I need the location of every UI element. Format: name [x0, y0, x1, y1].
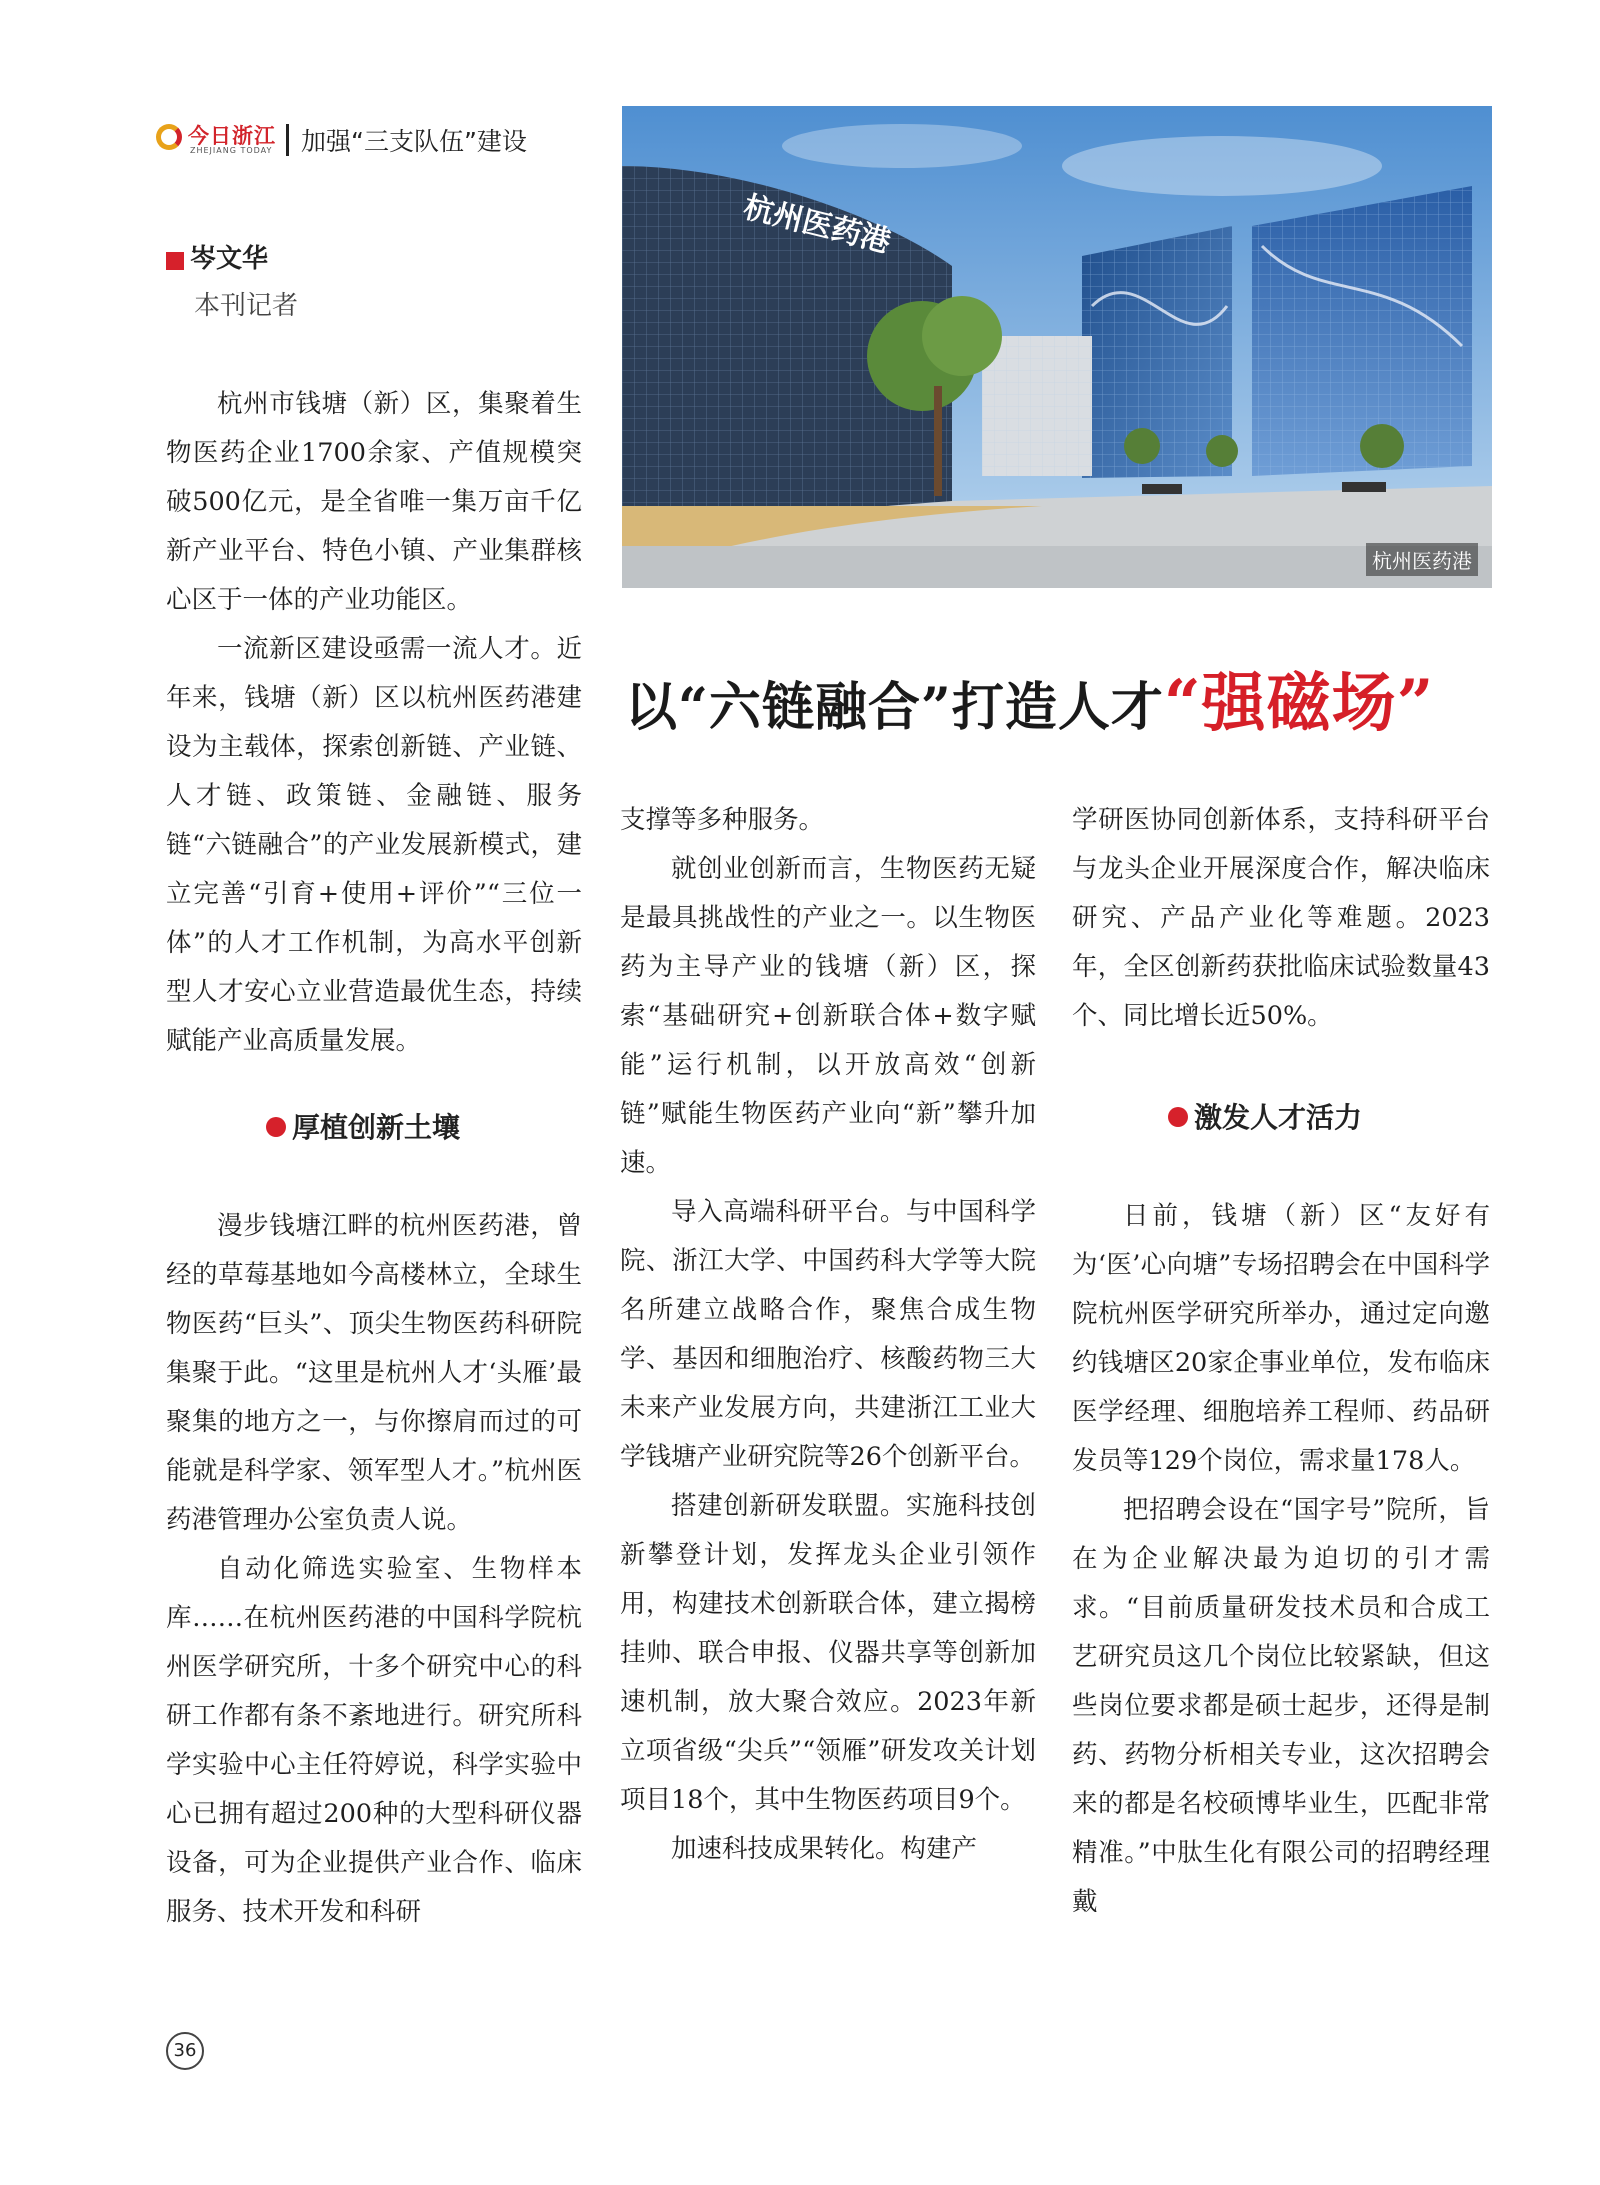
- publication-logo: [156, 118, 278, 162]
- paragraph: 杭州市钱塘（新）区，集聚着生物医药企业1700余家、产值规模突破500亿元，是全省唯一集万亩千亿新产业平台、特色小镇、产业集群核心区于一体的产业功能区。: [166, 389, 582, 615]
- article-column-3-cont: [1072, 1192, 1490, 1927]
- page-number: 36: [166, 2032, 204, 2070]
- page-header: [156, 118, 527, 162]
- building-sign: 杭州医药港: [740, 189, 895, 261]
- byline-square-icon: [166, 252, 184, 270]
- photo-illustration: [622, 106, 1492, 588]
- paragraph: 把招聘会设在“国字号”院所，旨在为企业解决最为迫切的引才需求。“目前质量研发技术员和合成工艺研究员这几个岗位比较紧缺，但这些岗位要求都是硕士起步，还得是制药、药物分析相关专业，这次招聘会来的都是名校硕博毕业生，匹配非常精准。”中肽生化有限公司的招聘经理戴: [1072, 1495, 1490, 1917]
- article-column-1: [166, 380, 582, 1066]
- paragraph: 导入高端科研平台。与中国科学院、浙江大学、中国药科大学等大院名所建立战略合作，聚焦合成生物学、基因和细胞治疗、核酸药物三大未来产业发展方向，共建浙江工业大学钱塘产业研究院等26个创新平台。: [620, 1197, 1036, 1472]
- logo-text-cn: 今日浙江: [188, 123, 276, 148]
- paragraph: 漫步钱塘江畔的杭州医药港，曾经的草莓基地如今高楼林立，全球生物医药“巨头”、顶尖生物医药科研院集聚于此。“这里是杭州人才‘头雁’最聚集的地方之一，与你擦肩而过的可能就是科学家、领军型人才。”杭州医药港管理办公室负责人说。: [166, 1211, 582, 1535]
- article-headline: [625, 652, 1485, 742]
- paragraph: 支撑等多种服务。: [620, 805, 825, 835]
- logo-text-en: ZHEJIANG TODAY: [190, 146, 273, 155]
- article-column-2: [620, 796, 1036, 1874]
- subheading-2: [1168, 1096, 1362, 1136]
- subheading-1: [266, 1106, 460, 1146]
- paragraph: 学研医协同创新体系，支持科研平台与龙头企业开展深度合作，解决临床研究、产品产业化等难题。2023年，全区创新药获批临床试验数量43个、同比增长近50%。: [1072, 805, 1490, 1031]
- headline-main: 以“六链融合”打造人才: [625, 677, 1164, 738]
- paragraph: 一流新区建设亟需一流人才。近年来，钱塘（新）区以杭州医药港建设为主载体，探索创新链、产业链、人才链、政策链、金融链、服务链“六链融合”的产业发展新模式，建立完善“引育+使用+评价”“三位一体”的人才工作机制，为高水平创新型人才安心立业营造最优生态，持续赋能产业高质量发展。: [166, 634, 582, 1056]
- subheading-text: 厚植创新土壤: [292, 1111, 461, 1144]
- article-column-1-cont: [166, 1202, 582, 1937]
- subheading-text: 激发人才活力: [1194, 1101, 1363, 1134]
- author-role: 本刊记者: [194, 291, 299, 321]
- logo-ring-icon: [156, 124, 182, 150]
- article-column-3: [1072, 796, 1490, 1041]
- article-photo: [622, 106, 1492, 588]
- bullet-dot-icon: [1168, 1107, 1188, 1127]
- photo-caption: 杭州医药港: [1366, 543, 1478, 576]
- paragraph: 自动化筛选实验室、生物样本库……在杭州医药港的中国科学院杭州医学研究所，十多个研究中心的科研工作都有条不紊地进行。研究所科学实验中心主任符婷说，科学实验中心已拥有超过200种的大型科研仪器设备，可为企业提供产业合作、临床服务、技术开发和科研: [166, 1554, 582, 1927]
- header-divider: [286, 124, 289, 156]
- paragraph: 加速科技成果转化。构建产: [671, 1834, 978, 1864]
- bullet-dot-icon: [266, 1117, 286, 1137]
- headline-highlight: “强磁场”: [1163, 666, 1435, 741]
- author-name: 岑文华: [190, 244, 269, 274]
- column-title: 加强“三支队伍”建设: [301, 127, 527, 156]
- byline: [166, 238, 298, 322]
- paragraph: 就创业创新而言，生物医药无疑是最具挑战性的产业之一。以生物医药为主导产业的钱塘（新）区，探索“基础研究+创新联合体+数字赋能”运行机制，以开放高效“创新链”赋能生物医药产业向“新”攀升加速。: [620, 854, 1036, 1178]
- paragraph: 搭建创新研发联盟。实施科技创新攀登计划，发挥龙头企业引领作用，构建技术创新联合体，建立揭榜挂帅、联合申报、仪器共享等创新加速机制，放大聚合效应。2023年新立项省级“尖兵”“领雁”研发攻关计划项目18个，其中生物医药项目9个。: [620, 1491, 1036, 1815]
- paragraph: 日前，钱塘（新）区“友好有为‘医’心向塘”专场招聘会在中国科学院杭州医学研究所举办，通过定向邀约钱塘区20家企事业单位，发布临床医学经理、细胞培养工程师、药品研发员等129个岗位，需求量178人。: [1072, 1201, 1490, 1476]
